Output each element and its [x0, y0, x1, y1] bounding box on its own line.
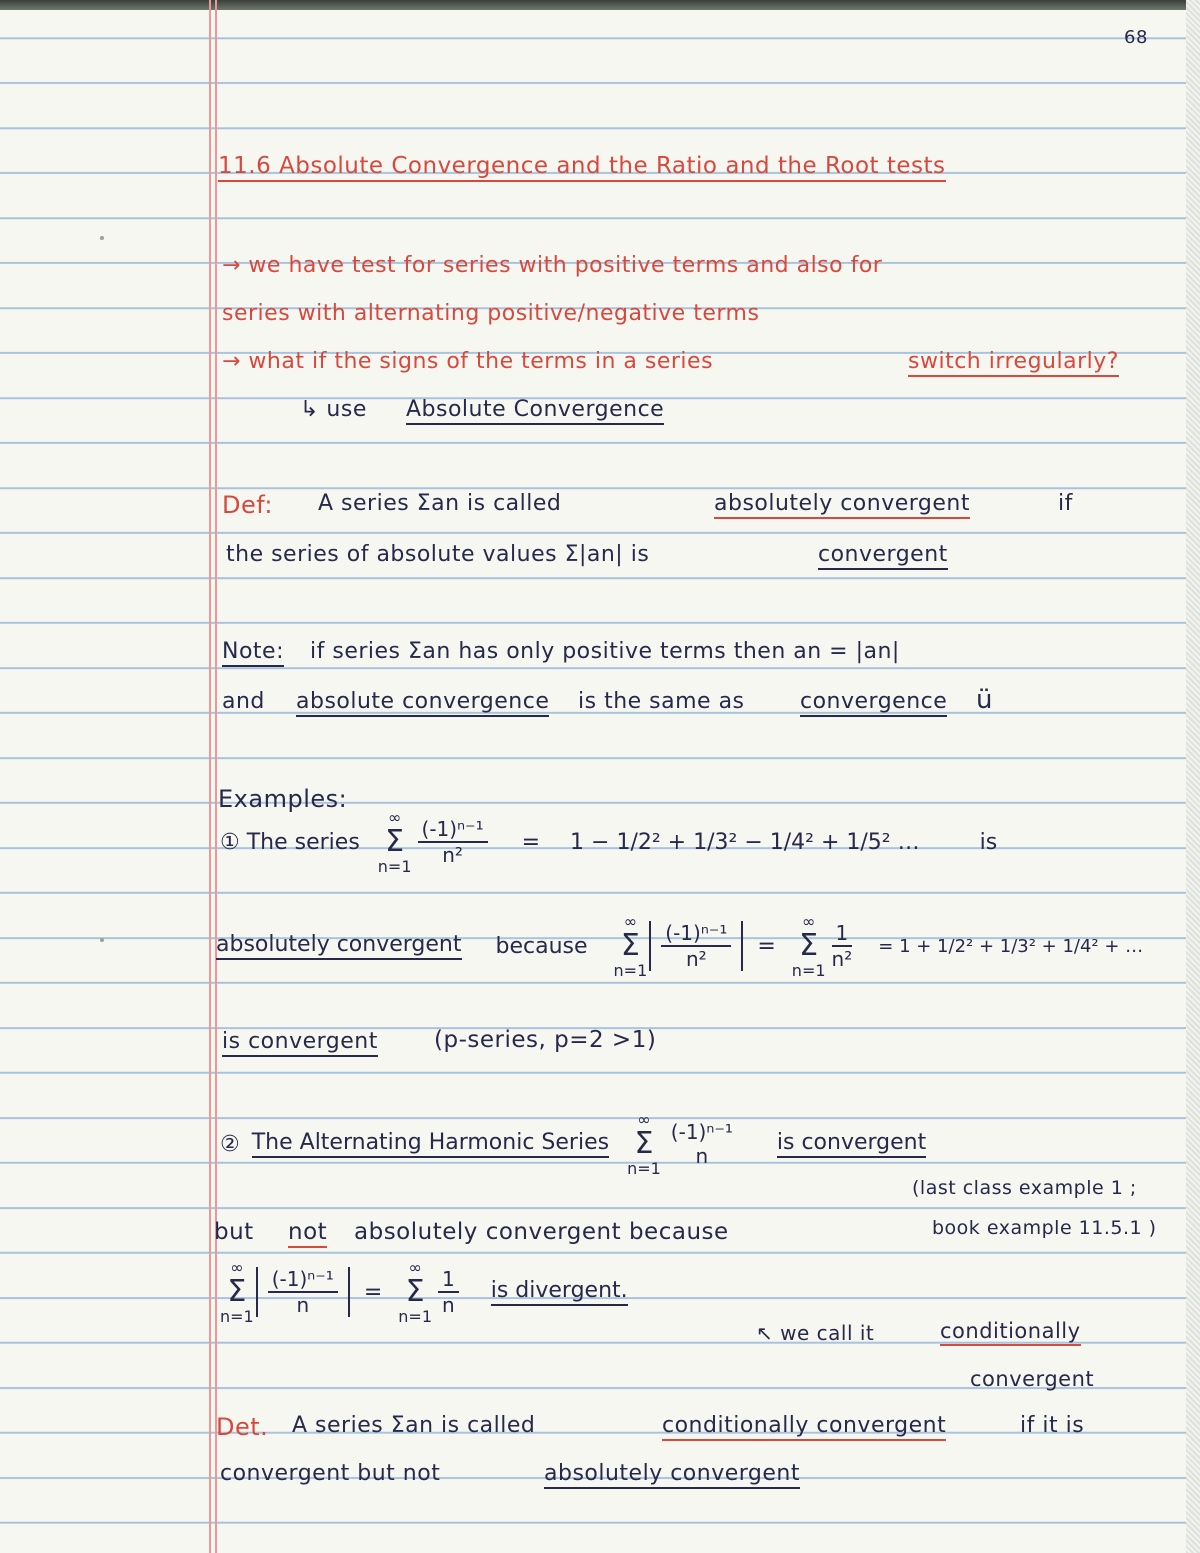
term-denominator: n² — [685, 947, 707, 971]
def2-label: Det. — [216, 1413, 269, 1441]
sum-upper-limit: ∞ — [408, 1258, 422, 1277]
sigma-symbol: Σ — [385, 824, 405, 859]
example1-row-2 — [216, 912, 1143, 980]
sum-upper-limit: ∞ — [387, 808, 402, 827]
equals-sign: = — [757, 933, 776, 959]
example1-lead: ① The series — [220, 829, 360, 855]
sum-lower-limit: n=1 — [613, 961, 648, 980]
example1-expansion: 1 − 1/2² + 1/3² − 1/4² + 1/5² … — [570, 829, 920, 855]
but-text: but — [214, 1219, 254, 1245]
example2-lead: ② — [220, 1131, 240, 1157]
term-numerator: (-1)ⁿ⁻¹ — [268, 1267, 338, 1293]
not-text: not — [288, 1220, 327, 1248]
we-call-it-text: ↖ we call it — [756, 1321, 875, 1345]
margin-line-left — [209, 0, 211, 1553]
equals-sign: = — [363, 1279, 383, 1305]
def2-line-1b: conditionally convergent — [662, 1414, 946, 1441]
absolutely-convergent-text: absolutely convergent — [216, 932, 462, 960]
def1-label: Def: — [222, 491, 273, 519]
harmonic-term — [438, 1267, 459, 1317]
is-divergent-text: is divergent. — [491, 1278, 628, 1306]
conditionally-text: conditionally — [940, 1320, 1081, 1346]
sum-upper-limit: ∞ — [637, 1110, 651, 1129]
def2-line-1a: A series Σan is called — [292, 1413, 536, 1438]
sum-lower-limit: n=1 — [791, 961, 826, 980]
example2-row — [220, 1110, 926, 1178]
scan-right-edge — [1186, 0, 1200, 1553]
paper-dot — [100, 236, 104, 240]
example1-sum — [378, 808, 412, 876]
absolute-value-term — [256, 1267, 350, 1317]
sum-lower-limit: n=1 — [398, 1307, 432, 1326]
harmonic-sum: ∞ Σ n=1 — [398, 1258, 432, 1326]
term-denominator: n — [695, 1144, 709, 1168]
p-series-note: (p-series, p=2 >1) — [434, 1027, 657, 1053]
because-text: because — [495, 933, 588, 959]
sum-lower-limit: n=1 — [627, 1159, 661, 1178]
note-line-2b: absolute convergence — [296, 690, 549, 717]
intro-line-3b: switch irregularly? — [908, 350, 1119, 377]
intro-line-4a: ↳ use — [300, 397, 367, 422]
term-denominator: n² — [442, 843, 463, 867]
example1-is: is — [979, 829, 998, 855]
convergent-callout-text: convergent — [970, 1367, 1095, 1391]
reference-line-2: book example 11.5.1 ) — [932, 1217, 1157, 1239]
smiley-face: ü — [976, 685, 993, 715]
scan-top-edge — [0, 0, 1200, 10]
sum-lower-limit: n=1 — [377, 857, 412, 876]
term-numerator: 1 — [832, 921, 853, 947]
def1-line-1b: absolutely convergent — [714, 492, 970, 519]
term-denominator: n — [296, 1293, 310, 1317]
note-line-2c: is the same as — [578, 689, 745, 714]
note-line-2a: and — [222, 689, 265, 714]
def2-line-2a: convergent but not — [220, 1461, 441, 1486]
is-convergent-text: is convergent — [777, 1130, 926, 1158]
reference-line-1: (last class example 1 ; — [912, 1177, 1137, 1199]
examples-label: Examples: — [218, 785, 348, 813]
note-line-2d: convergence — [800, 690, 947, 717]
abs-sum: ∞ Σ n=1 — [220, 1258, 254, 1326]
term-numerator: 1 — [438, 1267, 459, 1293]
def2-line-2b: absolutely convergent — [544, 1462, 800, 1489]
def1-line-1a: A series Σan is called — [318, 491, 562, 516]
margin-line-right — [215, 0, 217, 1553]
def1-line-2b: convergent — [818, 543, 948, 570]
sum-lower-limit: n=1 — [220, 1307, 254, 1326]
example2-sum: ∞ Σ n=1 — [627, 1110, 661, 1178]
paper-dot — [100, 938, 104, 942]
term-denominator: n — [442, 1293, 455, 1317]
example1-term — [418, 817, 488, 867]
intro-line-4b: Absolute Convergence — [406, 398, 664, 425]
sum-upper-limit: ∞ — [623, 912, 638, 931]
example2-abs-row — [218, 1258, 628, 1326]
equals-sign: = — [521, 829, 541, 855]
alternating-harmonic-series-name: The Alternating Harmonic Series — [252, 1130, 609, 1158]
is-convergent-text: is convergent — [222, 1030, 378, 1057]
intro-line-3a: → what if the signs of the terms in a series — [222, 349, 714, 374]
intro-line-1: → we have test for series with positive terms and also for — [222, 253, 883, 278]
note-label: Note: — [222, 640, 284, 667]
p-series-expansion: = 1 + 1/2² + 1/3² + 1/4² + … — [878, 935, 1144, 957]
not-absolutely-convergent-text: absolutely convergent because — [354, 1219, 729, 1245]
sum-upper-limit: ∞ — [230, 1258, 244, 1277]
intro-line-2: series with alternating positive/negative terms — [222, 301, 760, 326]
term-denominator: n² — [831, 947, 853, 971]
term-numerator: (-1)ⁿ⁻¹ — [670, 1120, 733, 1144]
abs-sum: ∞ Σ n=1 — [613, 912, 648, 980]
p-series-term — [832, 921, 853, 971]
example1-row — [220, 808, 997, 876]
absolute-value-term — [649, 921, 743, 971]
term-numerator: (-1)ⁿ⁻¹ — [418, 817, 488, 843]
p-series-sum: ∞ Σ n=1 — [791, 912, 826, 980]
page-number: 68 — [1124, 27, 1148, 48]
note-line-1: if series Σan has only positive terms then an = |an| — [310, 639, 900, 664]
example2-term — [667, 1120, 737, 1168]
def2-line-1c: if it is — [1020, 1413, 1085, 1438]
def1-line-2a: the series of absolute values Σ|an| is — [226, 542, 650, 567]
section-title: 11.6 Absolute Convergence and the Ratio and the Root tests — [218, 154, 946, 182]
sum-upper-limit: ∞ — [802, 912, 816, 931]
def1-line-1c: if — [1058, 491, 1073, 516]
term-numerator: (-1)ⁿ⁻¹ — [661, 921, 731, 947]
